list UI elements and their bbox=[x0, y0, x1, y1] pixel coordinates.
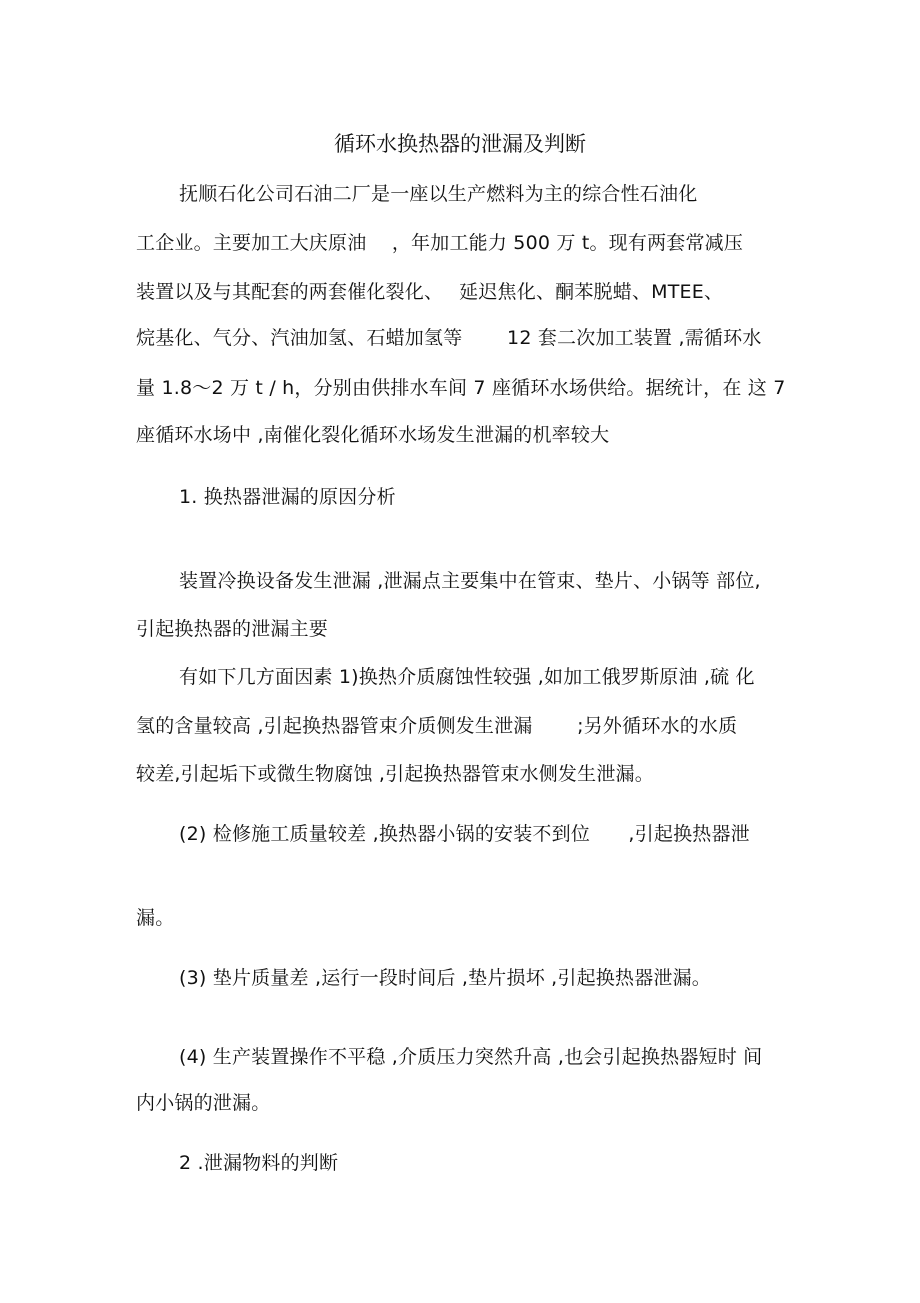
paragraph-line: (3) 垫片质量差 ,运行一段时间后 ,垫片损坏 ,引起换热器泄漏。 bbox=[179, 967, 711, 989]
paragraph-line: (2) 检修施工质量较差 ,换热器小锅的安装不到位 ,引起换热器泄 bbox=[179, 823, 750, 845]
section-heading: 1. 换热器泄漏的原因分析 bbox=[179, 486, 396, 508]
paragraph-line: 抚顺石化公司石油二厂是一座以生产燃料为主的综合性石油化 bbox=[179, 183, 698, 205]
paragraph-line: 烷基化、气分、汽油加氢、石蜡加氢等 12 套二次加工装置 ,需循环水 bbox=[136, 327, 762, 349]
paragraph-line: 漏。 bbox=[136, 907, 175, 929]
paragraph-line: 较差,引起垢下或微生物腐蚀 ,引起换热器管束水侧发生泄漏。 bbox=[136, 763, 654, 785]
paragraph-line: 氢的含量较高 ,引起换热器管束介质侧发生泄漏 ;另外循环水的水质 bbox=[136, 715, 738, 737]
paragraph-line: 内小锅的泄漏。 bbox=[136, 1092, 271, 1114]
paragraph-line: 引起换热器的泄漏主要 bbox=[136, 618, 329, 640]
paragraph-line: 有如下几方面因素 1)换热介质腐蚀性较强 ,如加工俄罗斯原油 ,硫 化 bbox=[179, 666, 755, 688]
paragraph-line: (4) 生产装置操作不平稳 ,介质压力突然升高 ,也会引起换热器短时 间 bbox=[179, 1046, 763, 1068]
paragraph-line: 量 1.8～2 万 t / h，分别由供排水车间 7 座循环水场供给。据统计，在 这 7 bbox=[136, 377, 786, 399]
section-heading: 2 .泄漏物料的判断 bbox=[179, 1152, 339, 1174]
paragraph-line: 座循环水场中 ,南催化裂化循环水场发生泄漏的机率较大 bbox=[136, 424, 610, 446]
paragraph-line: 工企业。主要加工大庆原油 ，年加工能力 500 万 t。现有两套常减压 bbox=[136, 232, 744, 254]
paragraph-line: 装置冷换设备发生泄漏 ,泄漏点主要集中在管束、垫片、小锅等 部位, bbox=[179, 570, 761, 592]
paragraph-line: 装置以及与其配套的两套催化裂化、 延迟焦化、酮苯脱蜡、MTEE、 bbox=[136, 281, 724, 303]
document-title: 循环水换热器的泄漏及判断 bbox=[334, 132, 586, 156]
